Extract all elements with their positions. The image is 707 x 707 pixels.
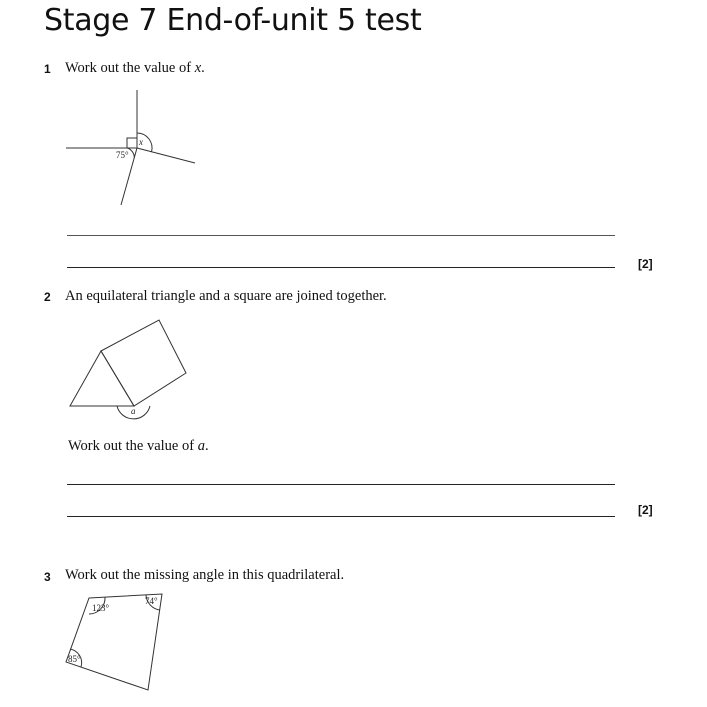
question-2-number: 2 — [44, 290, 51, 304]
question-1-text-before: Work out the value of — [65, 60, 195, 76]
question-1-variable: x — [194, 60, 202, 76]
question-2-prompt-after: . — [204, 438, 209, 454]
question-2-marks: [2] — [638, 503, 653, 517]
page-title: Stage 7 End-of-unit 5 test — [44, 3, 422, 38]
question-3-number: 3 — [44, 570, 51, 584]
question-1-marks: [2] — [638, 257, 653, 271]
question-1-number: 1 — [44, 62, 51, 76]
q3-label-85: 85° — [68, 654, 81, 664]
q1-label-x: x — [139, 137, 143, 147]
q3-label-74: 74° — [145, 596, 158, 606]
question-2-variable: a — [197, 438, 205, 454]
question-3-text: Work out the missing angle in this quadrilateral. — [65, 567, 345, 583]
question-2-text: An equilateral triangle and a square are joined together. — [65, 288, 387, 304]
q3-label-123: 123° — [92, 603, 110, 613]
q1-label-75: 75° — [116, 150, 129, 160]
q2-label-a: a — [131, 406, 136, 416]
question-1-text-after: . — [201, 60, 205, 76]
q3-quadrilateral — [66, 594, 162, 690]
question-2-prompt-before: Work out the value of — [68, 438, 198, 454]
